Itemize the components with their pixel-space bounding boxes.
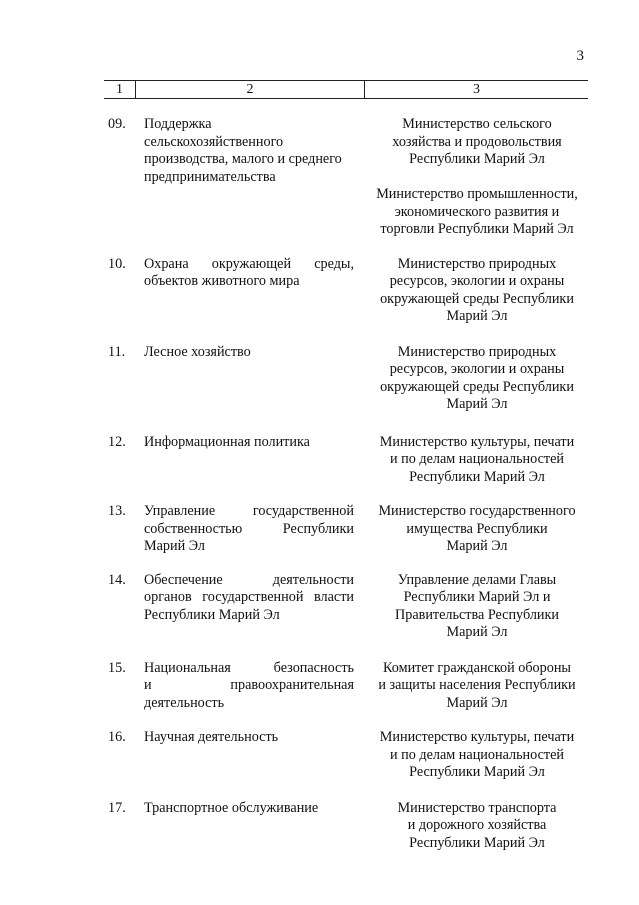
table-row: [104, 256, 588, 326]
executor-line: Министерство сельского: [402, 116, 552, 132]
activity-area-line: Марий Эл: [144, 538, 205, 554]
row-number: 09.: [108, 116, 126, 132]
activity-area: [144, 256, 360, 326]
executor-organization: [366, 800, 588, 853]
executor-line: Марий Эл: [446, 538, 508, 554]
table-row: [104, 572, 588, 642]
executor-line: Республики Марий Эл: [409, 834, 545, 851]
table-body: [104, 116, 588, 852]
executor-cell: [360, 434, 588, 487]
activity-area-line: органов государственной власти: [144, 589, 354, 605]
executor-line: Марий Эл: [446, 308, 508, 324]
executor-line: Министерство культуры, печати: [379, 729, 575, 745]
row-number: 12.: [108, 433, 126, 450]
header-col-2: 2: [136, 81, 365, 98]
executor-line: Марий Эл: [446, 694, 508, 711]
executor-line: Республики Марий Эл: [409, 764, 545, 780]
activity-area-line: собственностью Республики: [144, 520, 354, 537]
activity-area-line: Республики Марий Эл: [144, 606, 280, 623]
executor-cell: [360, 503, 588, 556]
executor-organization: [366, 186, 588, 239]
table-row: [104, 116, 588, 239]
row-number: 17.: [108, 799, 126, 816]
table-row: [104, 344, 588, 414]
executor-cell: [360, 800, 588, 853]
executor-line: и по делам национальностей: [390, 451, 564, 467]
executor-line: Правительства Республики: [394, 606, 559, 623]
activity-area-line: Национальная безопасность: [144, 659, 354, 676]
activity-area: [144, 729, 360, 782]
executor-line: экономического развития и: [394, 203, 560, 220]
executor-organization: [366, 256, 588, 326]
executor-cell: [360, 116, 588, 239]
header-col-3: 3: [473, 82, 480, 97]
executor-line: и защиты населения Республики: [378, 677, 576, 693]
executor-line: Министерство промышленности,: [376, 186, 578, 202]
executor-line: и дорожного хозяйства: [407, 817, 547, 833]
activity-area-line: Лесное хозяйство: [144, 343, 251, 360]
activity-area: [144, 572, 360, 642]
executor-cell: [360, 572, 588, 642]
executor-organization: [366, 344, 588, 414]
executor-line: Комитет гражданской обороны: [383, 659, 571, 676]
executor-line: окружающей среды Республики: [380, 290, 574, 307]
table-row: [104, 503, 588, 556]
activity-area-line: производства, малого и среднего: [144, 151, 342, 167]
executor-line: Республики Марий Эл и: [403, 589, 551, 605]
executor-line: хозяйства и продовольствия: [392, 133, 562, 150]
row-number: 10.: [108, 255, 126, 272]
executor-line: окружающей среды Республики: [380, 378, 574, 395]
activity-area-line: Поддержка: [144, 116, 212, 132]
executor-organization: [366, 503, 588, 556]
executor-line: Министерство культуры, печати: [379, 433, 575, 450]
activity-area-line: Управление государственной: [144, 503, 354, 519]
table-row: [104, 800, 588, 853]
executor-line: ресурсов, экологии и охраны: [389, 273, 565, 289]
executor-line: Министерство природных: [397, 343, 557, 360]
executor-line: Республики Марий Эл: [409, 151, 545, 167]
executor-line: и по делам национальностей: [390, 746, 564, 763]
executor-line: Марий Эл: [446, 624, 508, 640]
executor-line: торговли Республики Марий Эл: [380, 221, 574, 237]
executor-cell: [360, 729, 588, 782]
page-number: 3: [576, 48, 584, 64]
activity-area-line: Охрана окружающей среды,: [144, 255, 354, 272]
header-col-1: 1: [104, 81, 136, 98]
executor-line: имущества Республики: [406, 520, 548, 537]
row-number: 13.: [108, 503, 126, 519]
activity-area: [144, 344, 360, 414]
executor-organization: [366, 434, 588, 487]
executor-line: Управление делами Главы: [397, 571, 557, 588]
executor-organization: [366, 116, 588, 169]
row-number: 11.: [108, 343, 126, 360]
executor-line: Марий Эл: [446, 396, 508, 412]
executor-organization: [366, 572, 588, 642]
table-row: [104, 434, 588, 487]
activity-area: [144, 800, 360, 853]
row-number: 15.: [108, 659, 126, 676]
executor-line: Республики Марий Эл: [409, 468, 545, 485]
activity-area-line: предпринимательства: [144, 168, 276, 185]
executor-cell: [360, 256, 588, 326]
row-number: 16.: [108, 729, 126, 745]
table-row: [104, 660, 588, 713]
executor-line: ресурсов, экологии и охраны: [389, 361, 565, 377]
activity-area: [144, 434, 360, 487]
activity-area-line: деятельность: [144, 694, 225, 711]
activity-area-line: объектов животного мира: [144, 273, 300, 289]
activity-area-line: Транспортное обслуживание: [144, 799, 319, 816]
executor-line: Министерство природных: [397, 255, 557, 272]
activity-area-line: и правоохранительная: [144, 677, 354, 693]
activity-area-line: Обеспечение деятельности: [144, 571, 354, 588]
table-header-row: [104, 80, 588, 99]
row-number: 14.: [108, 571, 126, 588]
executor-line: Министерство транспорта: [397, 799, 557, 816]
executor-cell: [360, 344, 588, 414]
executor-cell: [360, 660, 588, 713]
activity-area-line: Информационная политика: [144, 433, 310, 450]
executor-organization: [366, 729, 588, 782]
activity-area: [144, 116, 360, 239]
activity-area-line: сельскохозяйственного: [144, 133, 284, 150]
executor-organization: [366, 660, 588, 713]
activity-area-line: Научная деятельность: [144, 729, 279, 745]
activity-area: [144, 503, 360, 556]
table-row: [104, 729, 588, 782]
activity-area: [144, 660, 360, 713]
executor-line: Министерство государственного: [378, 503, 576, 519]
